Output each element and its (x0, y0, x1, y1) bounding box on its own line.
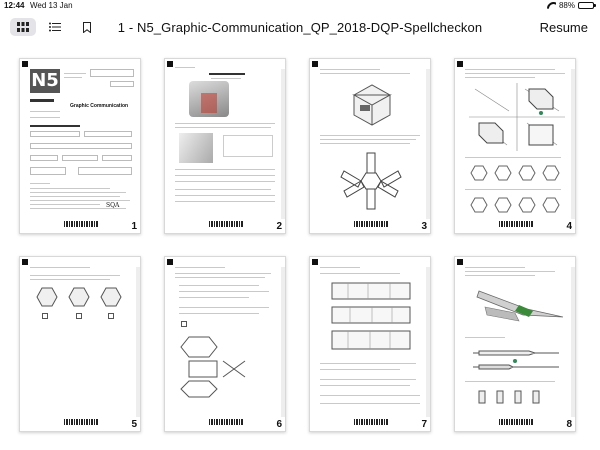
page-number-badge: 4 (566, 221, 572, 232)
page-thumbnail[interactable] (454, 58, 576, 234)
page-thumbnail[interactable] (309, 58, 431, 234)
battery-icon (578, 2, 594, 9)
page-preview (454, 256, 576, 432)
page-thumbnail[interactable] (19, 58, 141, 234)
registration-mark (22, 61, 28, 67)
level-logo: N5 (31, 70, 59, 91)
page-number-badge: 3 (421, 221, 427, 232)
barcode (64, 221, 98, 227)
page-preview (164, 256, 286, 432)
resume-button[interactable]: Resume (539, 20, 588, 35)
sqa-logo: SQA (106, 202, 120, 209)
page-number-badge: 2 (276, 221, 282, 232)
page-preview (309, 58, 431, 234)
status-right (547, 1, 594, 10)
status-time: 12:44 (4, 1, 25, 10)
page-number-badge: 5 (131, 419, 137, 430)
page-thumbnail[interactable] (164, 58, 286, 234)
battery-percent: 88% (558, 1, 575, 10)
page-thumbnail[interactable] (454, 256, 576, 432)
page-thumbnail[interactable] (309, 256, 431, 432)
page-thumbnail[interactable] (19, 256, 141, 432)
page-number-badge: 7 (421, 419, 427, 430)
page-preview (309, 256, 431, 432)
status-date: Wed 13 Jan (30, 1, 73, 10)
toolbar (0, 14, 600, 42)
page-number-badge: 8 (566, 419, 572, 430)
subject-title: Graphic Communication (70, 103, 129, 109)
page-number-badge: 6 (276, 419, 282, 430)
page-number-badge: 1 (131, 221, 137, 232)
page-preview (454, 58, 576, 234)
page-preview-cover (19, 58, 141, 234)
wifi-icon (547, 2, 556, 9)
page-preview (164, 58, 286, 234)
document-title: 1 - N5_Graphic-Communication_QP_2018-DQP-Spellcheckon (117, 20, 483, 35)
page-thumbnail-grid (0, 48, 600, 450)
page-thumbnail[interactable] (164, 256, 286, 432)
page-preview (19, 256, 141, 432)
status-bar (0, 0, 600, 12)
